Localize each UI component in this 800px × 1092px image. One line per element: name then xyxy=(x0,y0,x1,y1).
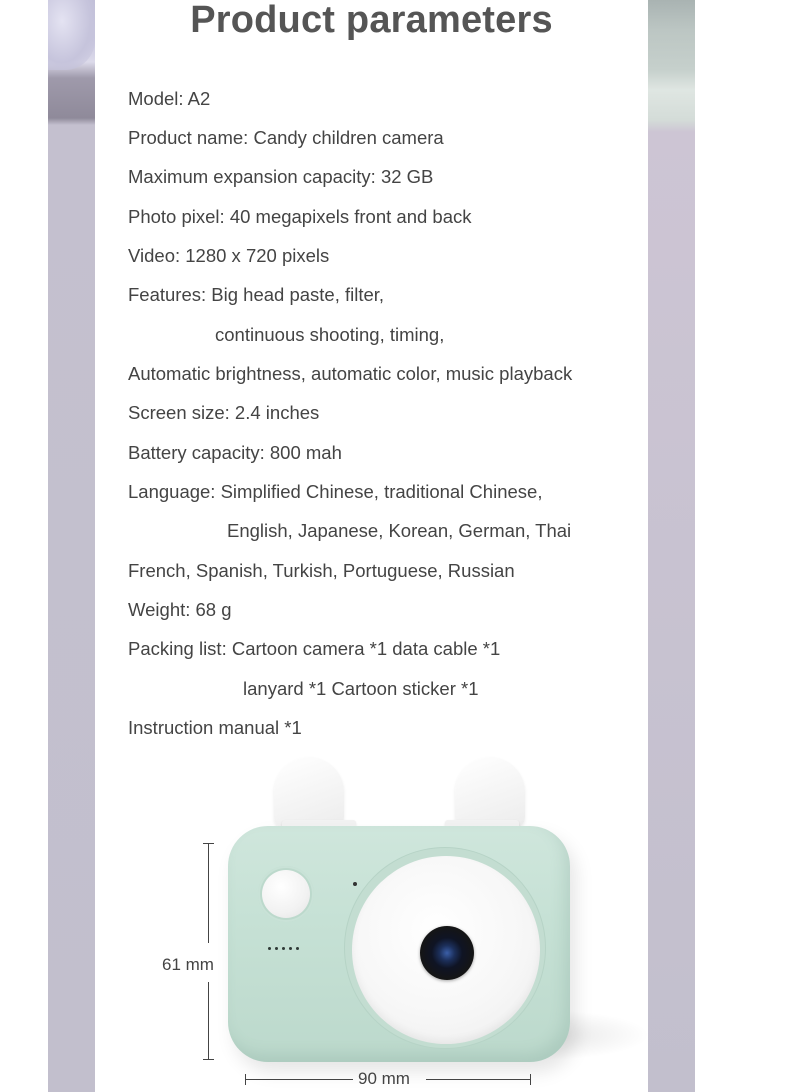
spec-line: continuous shooting, timing, xyxy=(215,324,445,345)
spec-line: Packing list: Cartoon camera *1 data cable *1 xyxy=(128,638,501,659)
width-dimension-cap-right xyxy=(530,1074,531,1085)
spec-line: Screen size: 2.4 inches xyxy=(128,402,320,423)
width-dimension-cap-left xyxy=(245,1074,246,1085)
spec-line: Maximum expansion capacity: 32 GB xyxy=(128,166,434,187)
height-dimension-cap-top xyxy=(203,843,214,844)
spec-line: Features: Big head paste, filter, xyxy=(128,284,385,305)
lens-plate-ring xyxy=(345,848,545,1048)
width-dimension-line-right xyxy=(426,1079,530,1080)
spec-line: Product name: Candy children camera xyxy=(128,127,444,148)
spec-line: Photo pixel: 40 megapixels front and back xyxy=(128,206,472,227)
shutter-button-icon xyxy=(262,870,310,918)
lens-plate xyxy=(352,856,540,1044)
spec-line: lanyard *1 Cartoon sticker *1 xyxy=(243,678,479,699)
spec-line: French, Spanish, Turkish, Portuguese, Russian xyxy=(128,560,515,581)
spec-line: Automatic brightness, automatic color, music playback xyxy=(128,363,573,384)
spec-line: Weight: 68 g xyxy=(128,599,232,620)
spec-line: Language: Simplified Chinese, traditional Chinese, xyxy=(128,481,543,502)
spec-line: Video: 1280 x 720 pixels xyxy=(128,245,330,266)
spec-line: Model: A2 xyxy=(128,88,211,109)
right-side-panel xyxy=(648,0,695,1092)
right-bunny-ear xyxy=(455,757,525,829)
microphone-dot xyxy=(353,882,357,886)
spec-line: Instruction manual *1 xyxy=(128,717,302,738)
spec-line: English, Japanese, Korean, German, Thai xyxy=(227,520,572,541)
speaker-grille xyxy=(268,947,299,950)
height-dimension-line-bottom xyxy=(208,982,209,1059)
height-dimension-cap-bottom xyxy=(203,1059,214,1060)
left-bunny-ear xyxy=(274,757,344,829)
width-dimension-label: 90 mm xyxy=(358,1069,410,1088)
right-ear-base xyxy=(445,820,519,830)
shutter-ring xyxy=(258,866,314,922)
page-title: Product parameters xyxy=(190,0,553,41)
camera-lens-icon xyxy=(420,926,474,980)
spec-line: Battery capacity: 800 mah xyxy=(128,442,342,463)
height-dimension-line-top xyxy=(208,843,209,943)
left-side-panel xyxy=(48,0,95,1092)
camera-body xyxy=(228,826,570,1062)
width-dimension-line-left xyxy=(245,1079,353,1080)
left-ear-base xyxy=(282,820,356,830)
height-dimension-label: 61 mm xyxy=(162,955,214,974)
camera-shadow xyxy=(520,1010,650,1060)
